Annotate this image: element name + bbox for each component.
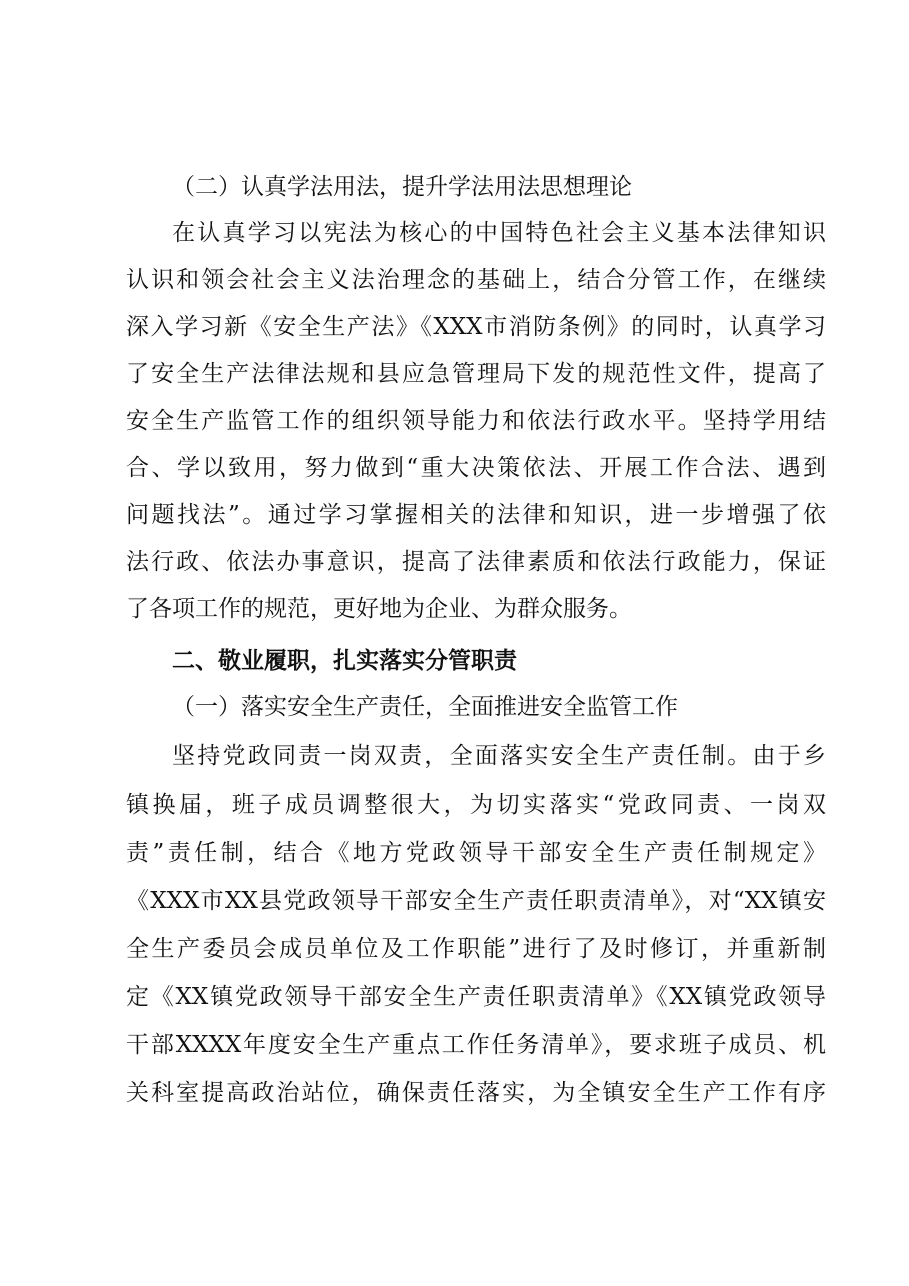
paragraph-line: 关科室提高政治站位，确保责任落实，为全镇安全生产工作有序 — [126, 1080, 826, 1106]
paragraph-line: 责”责任制，结合《地方党政领导干部安全生产责任制规定》 — [126, 840, 826, 866]
paragraph-line: 全生产委员会成员单位及工作职能”进行了及时修订，并重新制 — [126, 936, 826, 962]
paragraph-line: 深入学习新《安全生产法》《XXX市消防条例》的同时，认真学习 — [126, 314, 826, 340]
paragraph-line: 坚持党政同责一岗双责，全面落实安全生产责任制。由于乡 — [172, 743, 826, 769]
paragraph-line: 合、学以致用，努力做到“重大决策依法、开展工作合法、遇到 — [126, 455, 826, 481]
paragraph-line: 法行政、依法办事意识，提高了法律素质和依法行政能力，保证 — [126, 549, 826, 575]
section-heading-2: 二、敬业履职，扎实落实分管职责 — [172, 648, 517, 674]
subsection-heading-1-2: （二）认真学法用法，提升学法用法思想理论 — [172, 174, 632, 200]
paragraph-line: 安全生产监管工作的组织领导能力和依法行政水平。坚持学用结 — [126, 408, 826, 434]
paragraph-line: 《XXX市XX县党政领导干部安全生产责任职责清单》，对“XX镇安 — [126, 888, 826, 914]
paragraph-line: 问题找法”。通过学习掌握相关的法律和知识，进一步增强了依 — [126, 502, 826, 528]
subsection-heading-2-1: （一）落实安全生产责任，全面推进安全监管工作 — [172, 694, 678, 720]
paragraph-line: 认识和领会社会主义法治理念的基础上，结合分管工作，在继续 — [126, 267, 826, 293]
paragraph-line: 干部XXXX年度安全生产重点工作任务清单》，要求班子成员、机 — [126, 1032, 826, 1058]
paragraph-line: 定《XX镇党政领导干部安全生产责任职责清单》《XX镇党政领导 — [126, 984, 826, 1010]
paragraph-line: 在认真学习以宪法为核心的中国特色社会主义基本法律知识 — [172, 220, 826, 246]
paragraph-line: 镇换届，班子成员调整很大，为切实落实“党政同责、一岗双 — [126, 792, 826, 818]
paragraph-line: 了安全生产法律法规和县应急管理局下发的规范性文件，提高了 — [126, 361, 826, 387]
paragraph-line: 了各项工作的规范，更好地为企业、为群众服务。 — [126, 596, 632, 622]
